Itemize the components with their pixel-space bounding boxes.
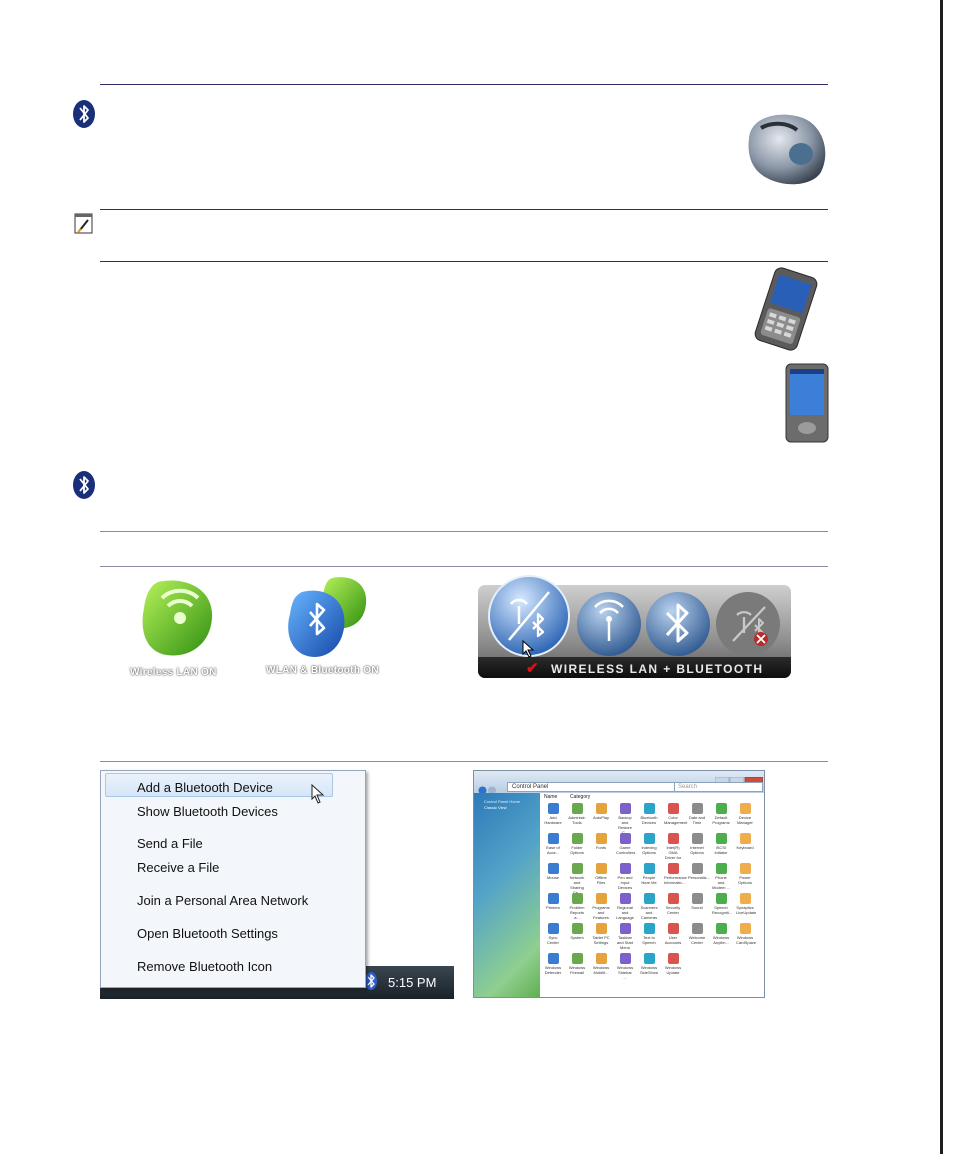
wlan-bluetooth-on-label: WLAN & Bluetooth ON [266,665,379,676]
control-panel-item-icon [716,893,727,904]
menu-item[interactable]: Add a Bluetooth Device [137,780,273,795]
control-panel-item-label: Intel(R) GMA Driver for [664,845,682,860]
mouse-cursor-icon [522,640,536,658]
section-rule-3 [100,261,828,262]
control-panel-item-icon [620,923,631,934]
control-panel-item[interactable] [592,923,610,945]
bluetooth-mouse-image [741,108,829,188]
all-wireless-off-button[interactable] [715,591,781,657]
control-panel-window [473,770,765,998]
control-panel-item[interactable] [592,953,610,975]
control-panel-item-label: Pen and Input Devices [617,875,633,890]
control-panel-item-label: Network and Sharing [569,875,585,890]
control-panel-item[interactable] [544,923,562,945]
control-panel-item-icon [644,863,655,874]
control-panel-item-icon [740,803,751,814]
control-panel-item[interactable] [712,803,730,825]
control-panel-item-icon [548,803,559,814]
control-panel-item[interactable] [736,833,754,850]
control-panel-item-icon [692,923,703,934]
control-panel-item-label: Add Hardware [544,815,562,825]
control-panel-item[interactable] [664,923,682,945]
control-panel-item-icon [692,833,703,844]
control-panel-item[interactable] [592,803,610,820]
control-panel-item[interactable] [568,863,586,895]
control-panel-item-icon [620,893,631,904]
control-panel-item[interactable] [736,863,754,885]
control-panel-item[interactable] [592,893,610,920]
control-panel-item[interactable] [664,953,682,975]
control-panel-item[interactable] [688,923,706,945]
control-panel-item[interactable] [688,893,706,910]
bluetooth-tray-context-menu [100,770,366,988]
column-header-name[interactable]: Name [544,794,558,800]
control-panel-item[interactable] [640,953,658,975]
control-panel-item-icon [668,953,679,964]
menu-item[interactable]: Send a File [137,836,203,851]
control-panel-item-icon [740,893,751,904]
checkmark-icon: ✔ [526,660,539,677]
control-panel-item-icon [548,833,559,844]
control-panel-item-label: People Near Me [641,875,657,885]
control-panel-item-label: Text to Speech [642,935,656,945]
control-panel-item-icon [596,953,607,964]
smartphone-image [742,267,830,351]
page-edge-bar [940,0,943,1154]
control-panel-item-label: Windows Mobilit... [592,965,610,975]
wireless-lan-on-osd-icon [140,578,216,660]
control-panel-item[interactable] [712,893,733,915]
control-panel-item-icon [572,893,583,904]
control-panel-item-label: Windows Defender [544,965,562,975]
control-panel-item[interactable] [544,803,562,825]
control-panel-item-label: Windows SideShow [640,965,659,975]
control-panel-item[interactable] [736,893,757,915]
control-panel-item-label: Color Management [664,815,688,825]
section-rule-1 [100,84,828,85]
control-panel-item-label: Default Programs [712,815,730,825]
control-panel-item[interactable] [616,953,634,980]
control-panel-item[interactable] [544,833,562,855]
menu-item[interactable]: Join a Personal Area Network [137,893,309,908]
control-panel-item-icon [716,803,727,814]
control-panel-item-label: Windows Sidebar ... [616,965,634,980]
control-panel-item-icon [596,923,607,934]
control-panel-item-icon [668,833,679,844]
control-panel-item[interactable] [664,833,682,865]
control-panel-item-label: iSCSI Initiator [714,845,728,855]
control-panel-item-label: Synaptics LiveUpdate [736,905,757,915]
control-panel-item-icon [740,923,751,934]
control-panel-item-label: Mouse [546,875,559,880]
menu-item[interactable]: Receive a File [137,860,220,875]
control-panel-item[interactable] [544,893,562,910]
column-header-category[interactable]: Category [570,794,591,800]
control-panel-item-label: Keyboard [736,845,754,850]
control-panel-item[interactable] [616,863,634,890]
control-panel-item-icon [572,953,583,964]
address-bar[interactable]: Control Panel [507,782,675,792]
control-panel-item-label: Internet Options [690,845,704,855]
control-panel-item-label: System [570,935,584,940]
control-panel-item[interactable] [568,833,586,855]
control-panel-item-label: Problem Reports a... [569,905,585,920]
control-panel-item-icon [644,923,655,934]
control-panel-item-label: Scanners and Cameras [640,905,658,920]
control-panel-item[interactable] [712,833,730,855]
control-panel-sidebar [474,793,540,998]
control-panel-item-icon [668,863,679,874]
bluetooth-only-toggle-button[interactable] [645,591,711,657]
control-panel-item-label: Administr. Tools [568,815,586,825]
control-panel-item-label: Programs and Features [592,905,610,920]
control-panel-item-label: Folder Options [570,845,584,855]
control-panel-item-icon [620,803,631,814]
control-panel-item-icon [572,833,583,844]
control-panel-item-icon [596,803,607,814]
control-panel-item[interactable] [616,833,634,855]
control-panel-item-label: Welcome Center [688,935,706,945]
control-panel-item-label: Windows Update [664,965,682,975]
control-panel-item-icon [548,923,559,934]
control-panel-item-icon [572,923,583,934]
search-input[interactable]: Search [674,782,763,792]
taskbar-clock: 5:15 PM [388,975,437,990]
bluetooth-tray-icon[interactable] [364,971,378,991]
control-panel-item[interactable] [688,833,706,855]
control-panel-item-label: Security Center [665,905,681,915]
control-panel-item-label: Backup and Restore [617,815,632,830]
wlan-only-toggle-button[interactable] [576,591,642,657]
control-panel-item-label: Regional and Language [616,905,634,920]
control-panel-item[interactable] [640,893,658,920]
control-panel-item-label: Ease of Acce... [546,845,560,855]
control-panel-item-icon [716,923,727,934]
control-panel-item-icon [644,833,655,844]
control-panel-item[interactable] [592,833,610,850]
control-panel-item[interactable] [664,893,682,915]
menu-item[interactable]: Open Bluetooth Settings [137,926,278,941]
control-panel-item[interactable] [712,923,730,945]
control-panel-item[interactable] [688,863,711,880]
section-rule-6 [100,761,828,762]
control-panel-item-label: Personaliz... [688,875,711,880]
control-panel-item-label: Offline Files [595,875,607,885]
control-panel-item[interactable] [544,953,562,975]
bluetooth-icon [73,100,95,128]
control-panel-item-icon [620,833,631,844]
bluetooth-icon [73,471,95,499]
control-panel-item[interactable] [616,893,634,925]
control-panel-item-label: Bluetooth Devices [640,815,658,825]
control-panel-item[interactable] [592,863,610,885]
mouse-cursor-icon [311,784,325,804]
control-panel-item-label: Phone and Modem ... [712,875,730,890]
control-panel-item[interactable] [712,863,730,890]
control-panel-item-label: Taskbar and Start Menu [616,935,634,950]
control-panel-item-label: Windows Firewall [568,965,586,975]
control-panel-item-label: Performance Informatio... [664,875,687,885]
control-panel-item-icon [620,953,631,964]
control-panel-item-icon [548,893,559,904]
control-panel-item[interactable] [688,803,706,825]
menu-item[interactable]: Remove Bluetooth Icon [137,959,273,974]
control-panel-item-icon [692,803,703,814]
control-panel-item-icon [668,893,679,904]
control-panel-item-icon [644,953,655,964]
control-panel-item[interactable] [616,923,634,950]
control-panel-item-icon [596,833,607,844]
control-panel-item-icon [548,863,559,874]
window-controls[interactable] [715,772,763,780]
control-panel-item[interactable] [568,803,586,825]
control-panel-item[interactable] [736,923,757,945]
control-panel-item-icon [668,923,679,934]
control-panel-item[interactable] [640,833,658,855]
control-panel-item-icon [740,863,751,874]
control-panel-item[interactable] [640,923,658,945]
control-panel-item-icon [548,953,559,964]
wireless-lan-on-label: Wireless LAN ON [130,667,217,678]
control-panel-item-label: User Accounts [664,935,682,945]
control-panel-item[interactable] [568,893,586,920]
control-panel-item-icon [668,803,679,814]
pda-image [784,362,830,444]
control-panel-item-label: Sync Center [546,935,559,945]
control-panel-item-icon [740,833,751,844]
control-panel-item[interactable] [664,863,687,885]
control-panel-item[interactable] [544,863,562,880]
back-forward-buttons[interactable] [478,782,502,791]
control-panel-item-icon [716,863,727,874]
control-panel-item-label: Printers [546,905,560,910]
control-panel-item-label: Tablet PC Settings [592,935,610,945]
control-panel-item-icon [596,863,607,874]
control-panel-item-icon [572,803,583,814]
control-panel-item-icon [644,803,655,814]
control-panel-item-icon [620,863,631,874]
control-panel-item[interactable] [616,803,634,835]
control-panel-item-icon [572,863,583,874]
wlan-bluetooth-on-osd-icon [286,574,370,662]
sidebar-link-classic-view[interactable]: Classic View [484,805,507,810]
note-icon [74,213,94,234]
control-panel-item-icon [716,833,727,844]
section-rule-2 [100,209,828,210]
console-status-label: WIRELESS LAN + BLUETOOTH [551,662,764,676]
control-panel-item-label: Windows Anytim... [712,935,730,945]
control-panel-item-icon [692,893,703,904]
control-panel-item[interactable] [664,803,688,825]
control-panel-item-label: Windows CardSpace [736,935,757,945]
control-panel-item[interactable] [640,863,658,885]
control-panel-item[interactable] [640,803,658,825]
control-panel-item-label: Speech Recogniti... [712,905,733,915]
control-panel-item-label: Fonts [595,845,606,850]
control-panel-item-label: Date and Time [688,815,706,825]
menu-item[interactable]: Show Bluetooth Devices [137,804,278,819]
control-panel-item-label: Game Controllers [616,845,636,855]
control-panel-item[interactable] [736,803,754,825]
control-panel-item-icon [692,863,703,874]
section-rule-4 [100,531,828,532]
control-panel-item-label: AutoPlay [592,815,609,820]
control-panel-item-label: Device Manager [737,815,753,825]
control-panel-item-label: Indexing Options [641,845,657,855]
control-panel-item-label: Sound [691,905,703,910]
control-panel-item-icon [644,893,655,904]
control-panel-item-icon [596,893,607,904]
section-rule-5 [100,566,828,567]
control-panel-item-label: Power Options [738,875,752,885]
control-panel-item[interactable] [568,953,586,975]
sidebar-link-home[interactable]: Control Panel Home [484,799,521,804]
control-panel-item[interactable] [568,923,586,940]
